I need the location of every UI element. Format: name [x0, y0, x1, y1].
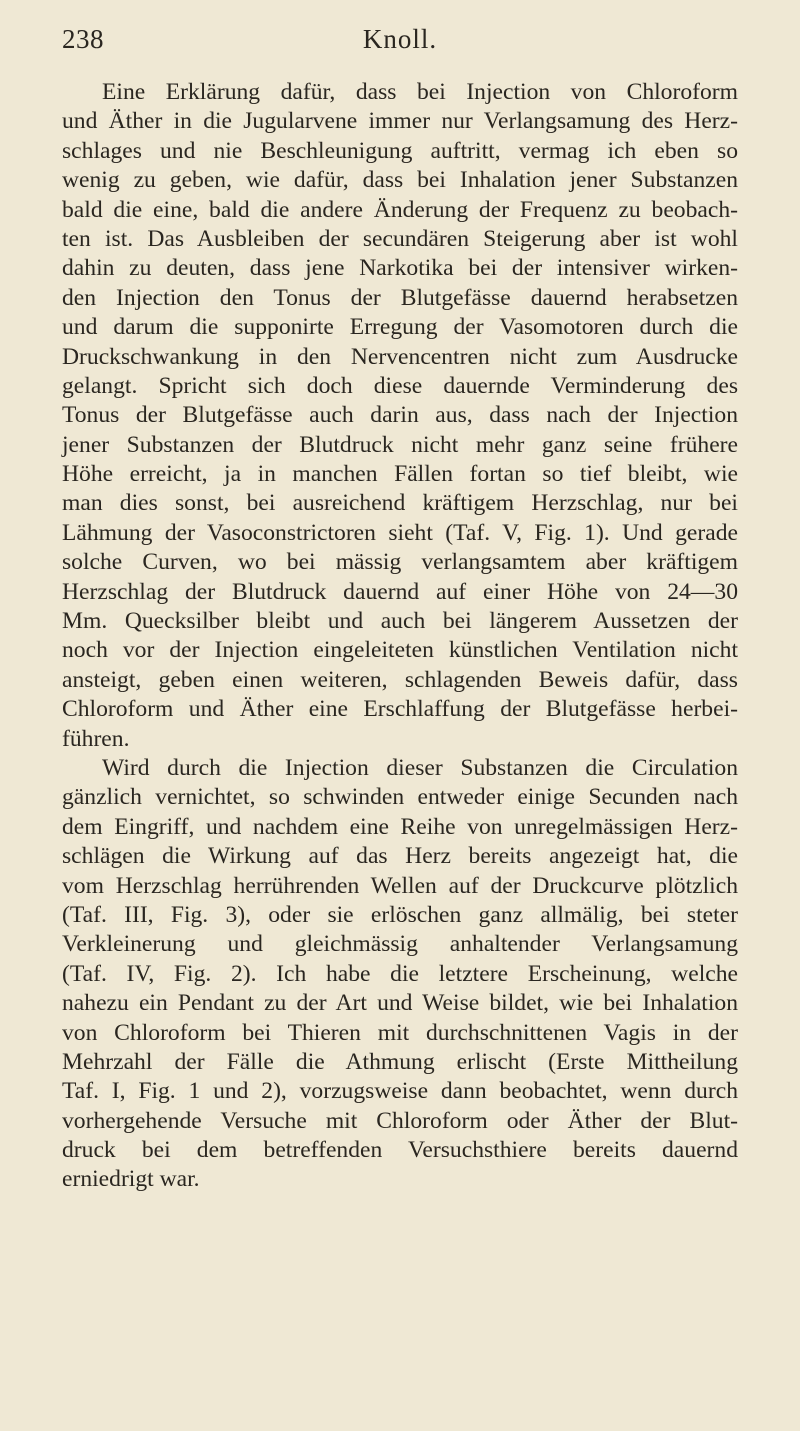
text-line: Tonus der Blutgefässe auch darin aus, dass nach der Injection: [62, 402, 738, 429]
text-line: Wird durch die Injection dieser Substanzen die Circulation: [102, 754, 738, 781]
text-line: gelangt. Spricht sich doch diese dauernde Verminderung des: [62, 372, 738, 399]
text-line: ten ist. Das Ausbleiben der secundären Steigerung aber ist wohl: [62, 225, 738, 252]
text-line: Mehrzahl der Fälle die Athmung erlischt (Erste Mittheilung: [62, 1048, 738, 1075]
text-line: Verkleinerung und gleichmässig anhaltender Verlangsamung: [62, 931, 738, 958]
text-line: wenig zu geben, wie dafür, dass bei Inhalation jener Substanzen: [62, 167, 738, 194]
running-head: [62, 22, 738, 56]
text-line: Herzschlag der Blutdruck dauernd auf einer Höhe von 24—30: [62, 578, 738, 605]
text-line: Druckschwankung in den Nervencentren nicht zum Ausdrucke: [62, 343, 738, 370]
text-line: gänzlich vernichtet, so schwinden entweder einige Secunden nach: [62, 784, 738, 811]
text-line: jener Substanzen der Blutdruck nicht mehr ganz seine frühere: [62, 431, 738, 458]
text-line: dahin zu deuten, dass jene Narkotika bei der intensiver wirken-: [62, 255, 738, 282]
text-line: schlägen die Wirkung auf das Herz bereits angezeigt hat, die: [62, 843, 738, 870]
text-line: man dies sonst, bei ausreichend kräftigem Herzschlag, nur bei: [62, 490, 738, 517]
body-text: [62, 78, 738, 1195]
running-head-author: Knoll.: [362, 24, 438, 54]
text-line: Mm. Quecksilber bleibt und auch bei längerem Aussetzen der: [62, 608, 738, 635]
text-line: (Taf. III, Fig. 3), oder sie erlöschen ganz allmälig, bei steter: [62, 901, 738, 928]
page-number: 238: [62, 24, 104, 54]
text-line: von Chloroform bei Thieren mit durchschnittenen Vagis in der: [62, 1019, 738, 1046]
text-line: Höhe erreicht, ja in manchen Fällen fortan so tief bleibt, wie: [62, 461, 738, 488]
text-line: ansteigt, geben einen weiteren, schlagenden Beweis dafür, dass: [62, 666, 738, 693]
text-line: solche Curven, wo bei mässig verlangsamtem aber kräftigem: [62, 549, 738, 576]
text-line: (Taf. IV, Fig. 2). Ich habe die letztere Erscheinung, welche: [62, 960, 738, 987]
text-line: erniedrigt war.: [62, 1166, 200, 1193]
paragraph: [62, 754, 738, 1195]
text-line: Chloroform und Äther eine Erschlaffung der Blutgefässe herbei-: [62, 696, 738, 723]
text-line: Eine Erklärung dafür, dass bei Injection von Chloroform: [102, 79, 738, 105]
text-line: vom Herzschlag herrührenden Wellen auf der Druckcurve plötzlich: [62, 872, 738, 899]
text-line: druck bei dem betreffenden Versuchsthiere bereits dauernd: [62, 1137, 738, 1164]
text-line: Lähmung der Vasoconstrictoren sieht (Taf. V, Fig. 1). Und gerade: [62, 519, 738, 546]
text-line: schlages und nie Beschleunigung auftritt, vermag ich eben so: [62, 137, 738, 164]
text-line: bald die eine, bald die andere Änderung der Frequenz zu beobach-: [62, 196, 738, 223]
text-line: dem Eingriff, und nachdem eine Reihe von unregelmässigen Herz-: [62, 813, 738, 840]
text-line: führen.: [62, 725, 130, 752]
text-line: und Äther in die Jugularvene immer nur Verlangsamung des Herz-: [62, 108, 738, 135]
text-line: noch vor der Injection eingeleiteten künstlichen Ventilation nicht: [62, 637, 738, 664]
text-line: nahezu ein Pendant zu der Art und Weise bildet, wie bei Inhalation: [62, 990, 738, 1017]
paragraph: [62, 78, 738, 754]
text-line: und darum die supponirte Erregung der Vasomotoren durch die: [62, 314, 738, 341]
text-line: Taf. I, Fig. 1 und 2), vorzugsweise dann beobachtet, wenn durch: [62, 1078, 738, 1105]
text-line: den Injection den Tonus der Blutgefässe dauernd herabsetzen: [62, 284, 738, 311]
text-line: vorhergehende Versuche mit Chloroform oder Äther der Blut-: [62, 1107, 738, 1134]
